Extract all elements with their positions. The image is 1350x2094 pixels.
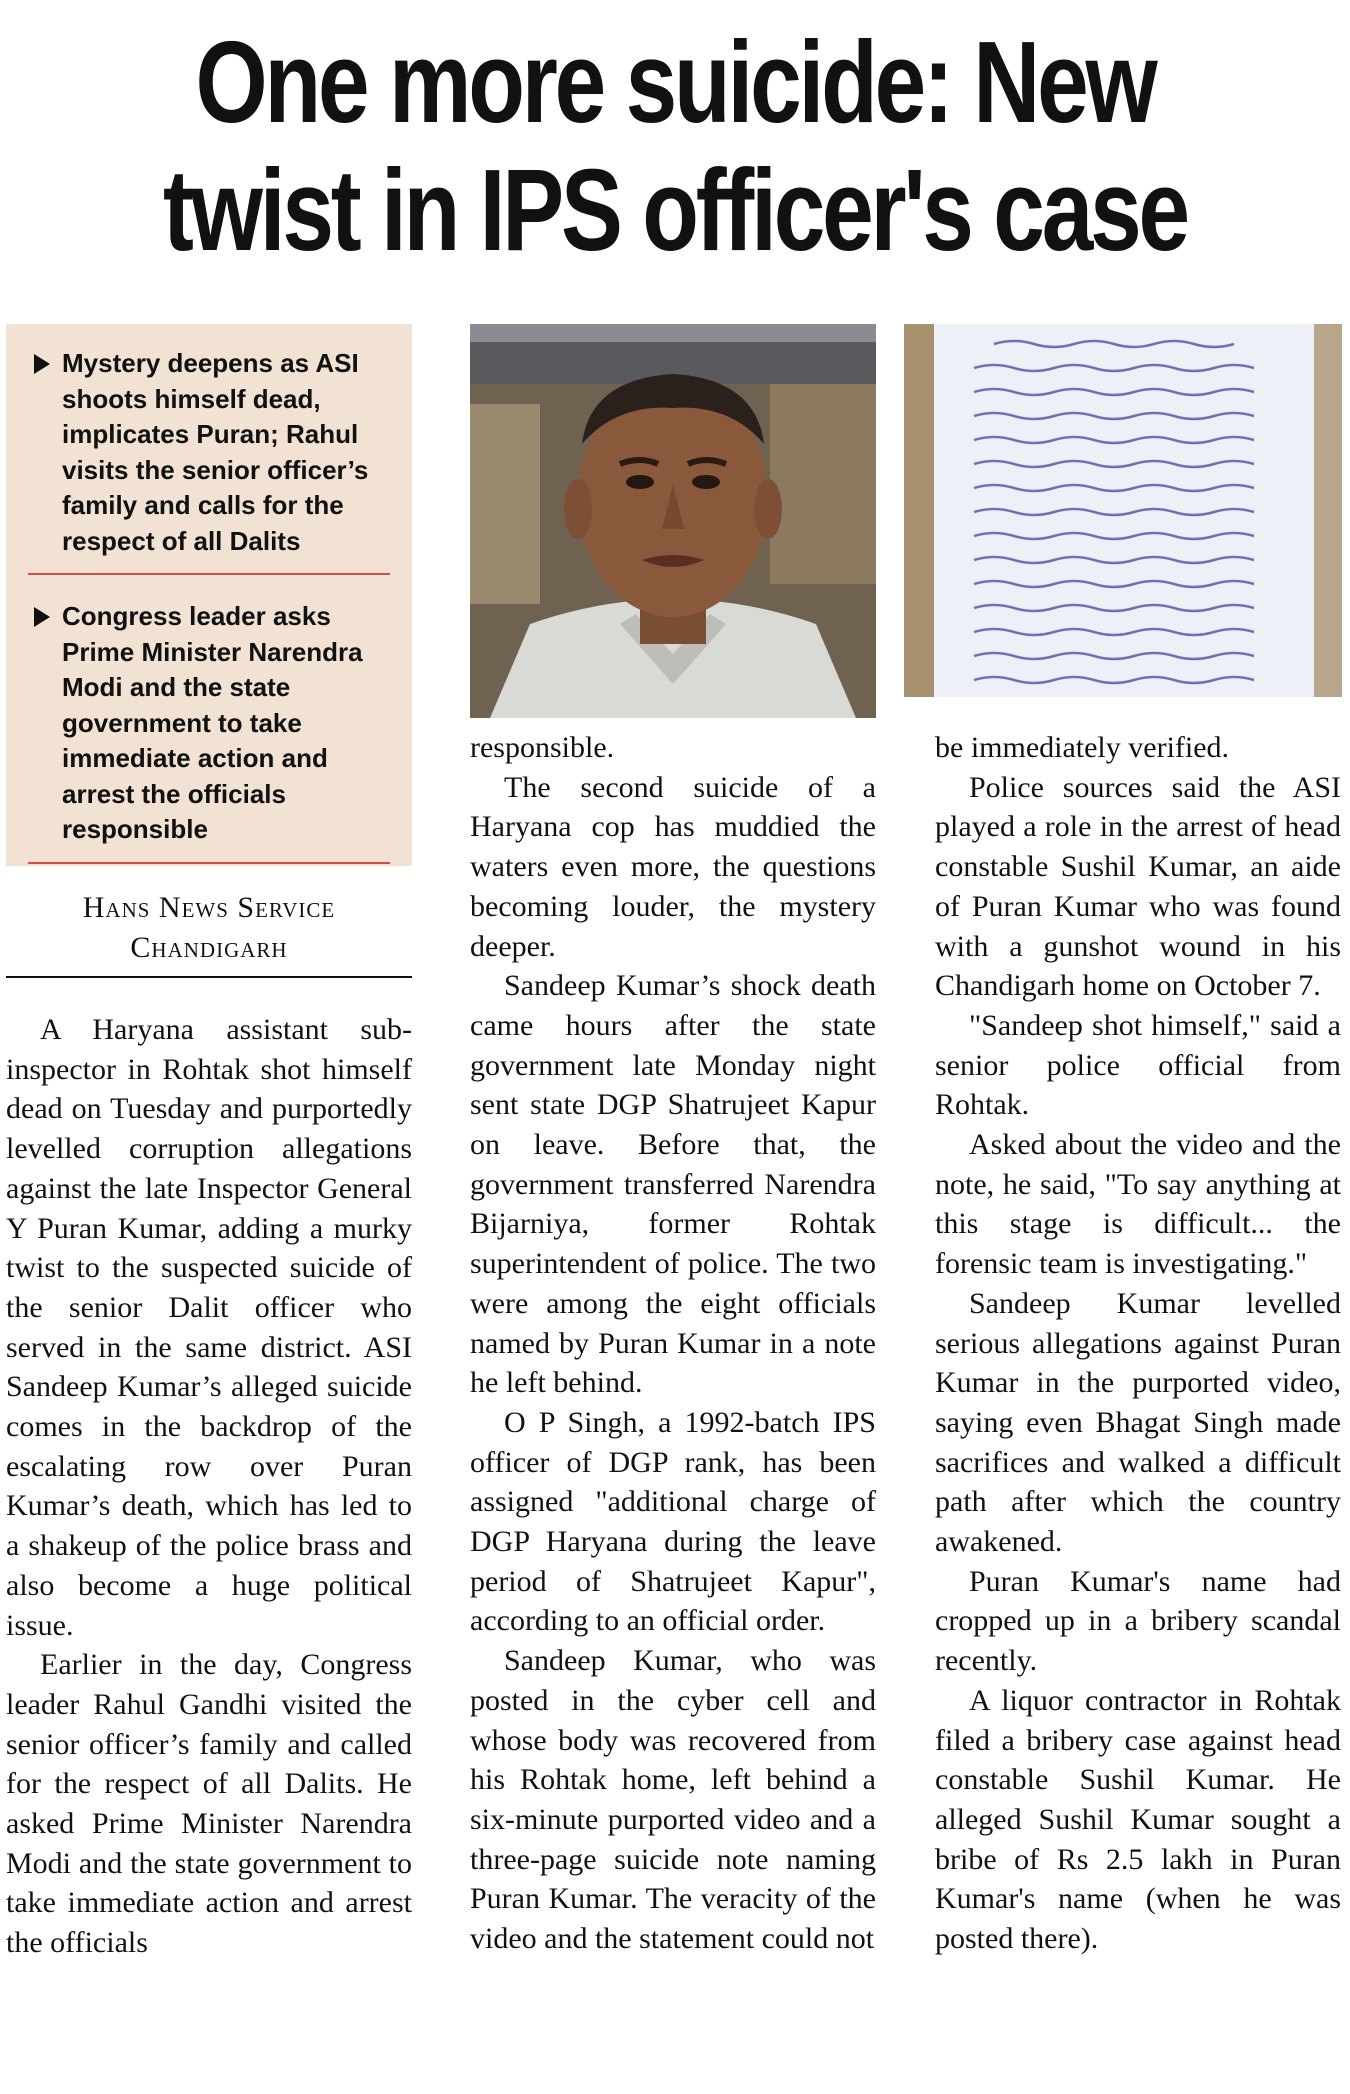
highlights-box [6,324,412,866]
article-paragraph: Sandeep Kumar levelled serious allegations against Puran Kumar in the purported video, saying even Bhagat Singh made sacrifices and walked a difficult path after which the country awakened. [935,1286,1341,1559]
triangle-bullet-icon [34,607,50,627]
highlight-item [28,346,390,575]
article-paragraph: be immediately verified. [935,731,1230,764]
article-column-2 [470,728,876,1959]
highlight-text: Mystery deepens as ASI shoots himself dead, implicates Puran; Rahul visits the senior officer’s family and calls for the respect of all Dalits [62,348,369,556]
suicide-note-illustration [904,324,1342,697]
article-paragraph: Puran Kumar's name had cropped up in a bribery scandal recently. [935,1564,1341,1678]
article-paragraph: Asked about the video and the note, he said, "To say anything at this stage is difficult... the forensic team is investigating." [935,1128,1341,1281]
triangle-bullet-icon [34,354,50,374]
headline-line-1: One more suicide: New [195,17,1155,147]
article-paragraph: Sandeep Kumar’s shock death came hours after the state government late Monday night sent state DGP Shatrujeet Kapur on leave. Before that, the government transferred Narendra Bijarniya, former Rohtak superintendent of police. The two were among the eight officials named by Puran Kumar in a note he left behind. [470,969,876,1400]
highlight-text: Congress leader asks Prime Minister Narendra Modi and the state government to take immediate action and arrest the officials responsible [62,601,363,844]
article-paragraph: A liquor contractor in Rohtak filed a bribery case against head constable Sushil Kumar. He alleged Sushil Kumar sought a bribe of Rs 2.5 lakh in Puran Kumar's name (when he was posted there). [935,1683,1341,1956]
byline [6,888,412,968]
article-paragraph: A Haryana assistant sub-inspector in Rohtak shot himself dead on Tuesday and purportedly levelled corruption allegations against the late Inspector General Y Puran Kumar, adding a murky twist to the suspected suicide of the senior Dalit officer who served in the same district. ASI Sandeep Kumar’s alleged suicide comes in the backdrop of the escalating row over Puran Kumar’s death, which has led to a shakeup of the police brass and also become a huge political issue. [6,1013,412,1642]
article-column-3 [935,728,1341,1959]
article-paragraph: The second suicide of a Haryana cop has muddied the waters even more, the questions becoming louder, the mystery deeper. [470,770,876,963]
article-paragraph: O P Singh, a 1992-batch IPS officer of DGP rank, has been assigned "additional charge of DGP Haryana during the leave period of Shatrujeet Kapur", according to an official order. [470,1405,876,1638]
headline [135,0,1215,300]
headline-line-2: twist in IPS officer's case [163,145,1187,275]
suicide-note-photo [904,324,1342,697]
byline-agency: Hans News Service [82,891,336,924]
officer-photo-illustration [470,324,876,718]
article-paragraph: responsible. [470,731,615,764]
article-paragraph: "Sandeep shot himself," said a senior police official from Rohtak. [935,1008,1341,1122]
article-paragraph: Police sources said the ASI played a role in the arrest of head constable Sushil Kumar, an aide of Puran Kumar who was found with a gunshot wound in his Chandigarh home on October 7. [935,770,1341,1003]
article-column-1 [6,1010,412,1963]
article-paragraph: Earlier in the day, Congress leader Rahul Gandhi visited the senior officer’s family and called for the respect of all Dalits. He asked Prime Minister Narendra Modi and the state government to take immediate action and arrest the officials [6,1648,412,1960]
byline-divider [6,976,412,978]
byline-location: Chandigarh [130,931,288,964]
officer-photo [470,324,876,718]
highlight-item [28,599,390,864]
article-paragraph: Sandeep Kumar, who was posted in the cyber cell and whose body was recovered from his Rohtak home, left behind a six-minute purported video and a three-page suicide note naming Puran Kumar. The veracity of the video and the statement could not [470,1644,876,1956]
